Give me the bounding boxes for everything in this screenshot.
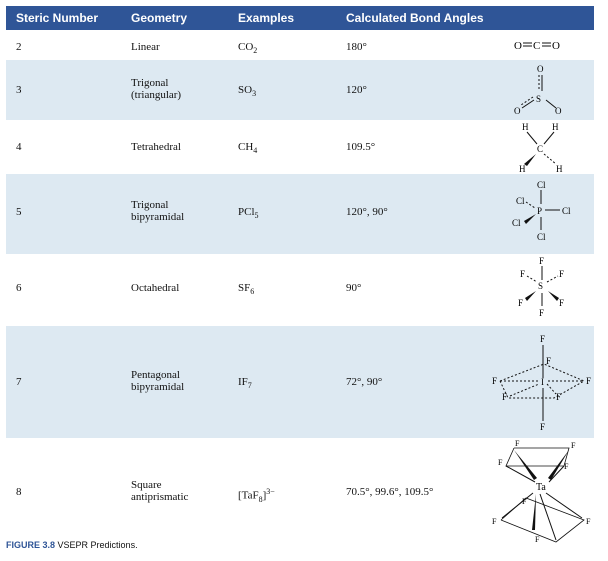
svg-text:F: F bbox=[540, 334, 546, 344]
svg-text:Cl: Cl bbox=[537, 232, 546, 242]
table-row bbox=[6, 120, 594, 174]
bond-angles: 120°, 90° bbox=[346, 206, 388, 218]
example-formula: PCl$_5$ bbox=[238, 206, 259, 221]
table-row bbox=[6, 30, 594, 60]
svg-text:F: F bbox=[540, 422, 546, 432]
example-formula: $IF_7$ bbox=[238, 376, 252, 391]
svg-text:O: O bbox=[514, 40, 522, 52]
svg-text:F: F bbox=[571, 441, 576, 450]
svg-text:F: F bbox=[535, 535, 540, 544]
geometry: Linear bbox=[131, 41, 160, 53]
svg-text:H: H bbox=[519, 164, 526, 174]
svg-text:F: F bbox=[539, 308, 545, 318]
steric-number: 3 bbox=[16, 84, 22, 96]
svg-text:H: H bbox=[522, 122, 529, 132]
svg-text:F: F bbox=[539, 256, 545, 266]
svg-text:O: O bbox=[537, 64, 544, 74]
geometry: Trigonal bipyramidal bbox=[131, 199, 185, 223]
steric-number: 8 bbox=[16, 486, 22, 498]
svg-text:H: H bbox=[552, 122, 559, 132]
table-row bbox=[6, 60, 594, 120]
steric-number: 2 bbox=[16, 41, 22, 53]
example-formula: $CH_4$ bbox=[238, 141, 258, 156]
header-geometry: Geometry bbox=[131, 11, 188, 25]
steric-number: 5 bbox=[16, 206, 22, 218]
svg-text:H: H bbox=[556, 164, 563, 174]
table-header bbox=[6, 6, 594, 30]
svg-text:S: S bbox=[536, 94, 542, 104]
svg-text:O: O bbox=[555, 106, 562, 116]
steric-number: 7 bbox=[16, 376, 22, 388]
svg-text:C: C bbox=[537, 144, 544, 154]
svg-text:F: F bbox=[498, 458, 503, 467]
steric-number: 4 bbox=[16, 141, 22, 153]
svg-text:O: O bbox=[514, 106, 521, 116]
svg-text:F: F bbox=[556, 392, 562, 402]
svg-text:F: F bbox=[522, 497, 527, 506]
table-row bbox=[6, 326, 594, 438]
figure-caption bbox=[6, 540, 138, 550]
example-formula: $SO_3$ bbox=[238, 84, 257, 99]
geometry: Octahedral bbox=[131, 282, 180, 294]
svg-text:Cl: Cl bbox=[516, 196, 525, 206]
svg-text:Cl: Cl bbox=[562, 206, 571, 216]
svg-text:F: F bbox=[520, 269, 526, 279]
svg-text:C: C bbox=[533, 40, 541, 52]
svg-text:F: F bbox=[559, 298, 565, 308]
table-row bbox=[6, 254, 594, 326]
geometry: Trigonal (triangular) bbox=[131, 77, 182, 101]
table-row bbox=[6, 174, 594, 254]
geometry: Tetrahedral bbox=[131, 141, 181, 153]
figure-label: FIGURE 3.8 bbox=[6, 540, 56, 550]
bond-angles: 70.5°, 99.6°, 109.5° bbox=[346, 486, 434, 498]
table-row bbox=[6, 438, 594, 546]
svg-text:S: S bbox=[538, 281, 544, 291]
bond-angles: 120° bbox=[346, 84, 367, 96]
bond-angles: 180° bbox=[346, 41, 367, 53]
bond-angles: 90° bbox=[346, 282, 362, 294]
svg-text:Cl: Cl bbox=[537, 180, 546, 190]
example-formula: $CO_2$ bbox=[238, 41, 258, 56]
svg-text:F: F bbox=[492, 376, 498, 386]
svg-text:F: F bbox=[586, 517, 591, 526]
svg-text:Ta: Ta bbox=[536, 482, 546, 493]
figure-caption-text: VSEPR Predictions. bbox=[57, 540, 138, 550]
svg-text:F: F bbox=[515, 439, 520, 448]
header-steric-number: Steric Number bbox=[16, 11, 99, 25]
svg-text:F: F bbox=[546, 356, 552, 366]
header-examples: Examples bbox=[238, 11, 295, 25]
bond-angles: 72°, 90° bbox=[346, 376, 383, 388]
svg-text:F: F bbox=[518, 298, 524, 308]
geometry: Square antiprismatic bbox=[131, 479, 189, 503]
svg-text:F: F bbox=[502, 392, 508, 402]
svg-text:F: F bbox=[559, 269, 565, 279]
header-bond-angles: Calculated Bond Angles bbox=[346, 11, 484, 25]
vsepr-table bbox=[6, 6, 594, 546]
geometry: Pentagonal bipyramidal bbox=[131, 369, 185, 393]
bond-angles: 109.5° bbox=[346, 141, 376, 153]
svg-text:F: F bbox=[492, 517, 497, 526]
example-formula: $[TaF_8]^{3-}$ bbox=[238, 487, 275, 504]
svg-text:Cl: Cl bbox=[512, 218, 521, 228]
svg-text:P: P bbox=[537, 206, 543, 216]
svg-text:F: F bbox=[564, 462, 569, 471]
svg-text:O: O bbox=[552, 40, 560, 52]
steric-number: 6 bbox=[16, 282, 22, 294]
svg-text:I: I bbox=[541, 377, 544, 387]
svg-text:F: F bbox=[586, 376, 592, 386]
example-formula: $SF_6$ bbox=[238, 282, 255, 297]
